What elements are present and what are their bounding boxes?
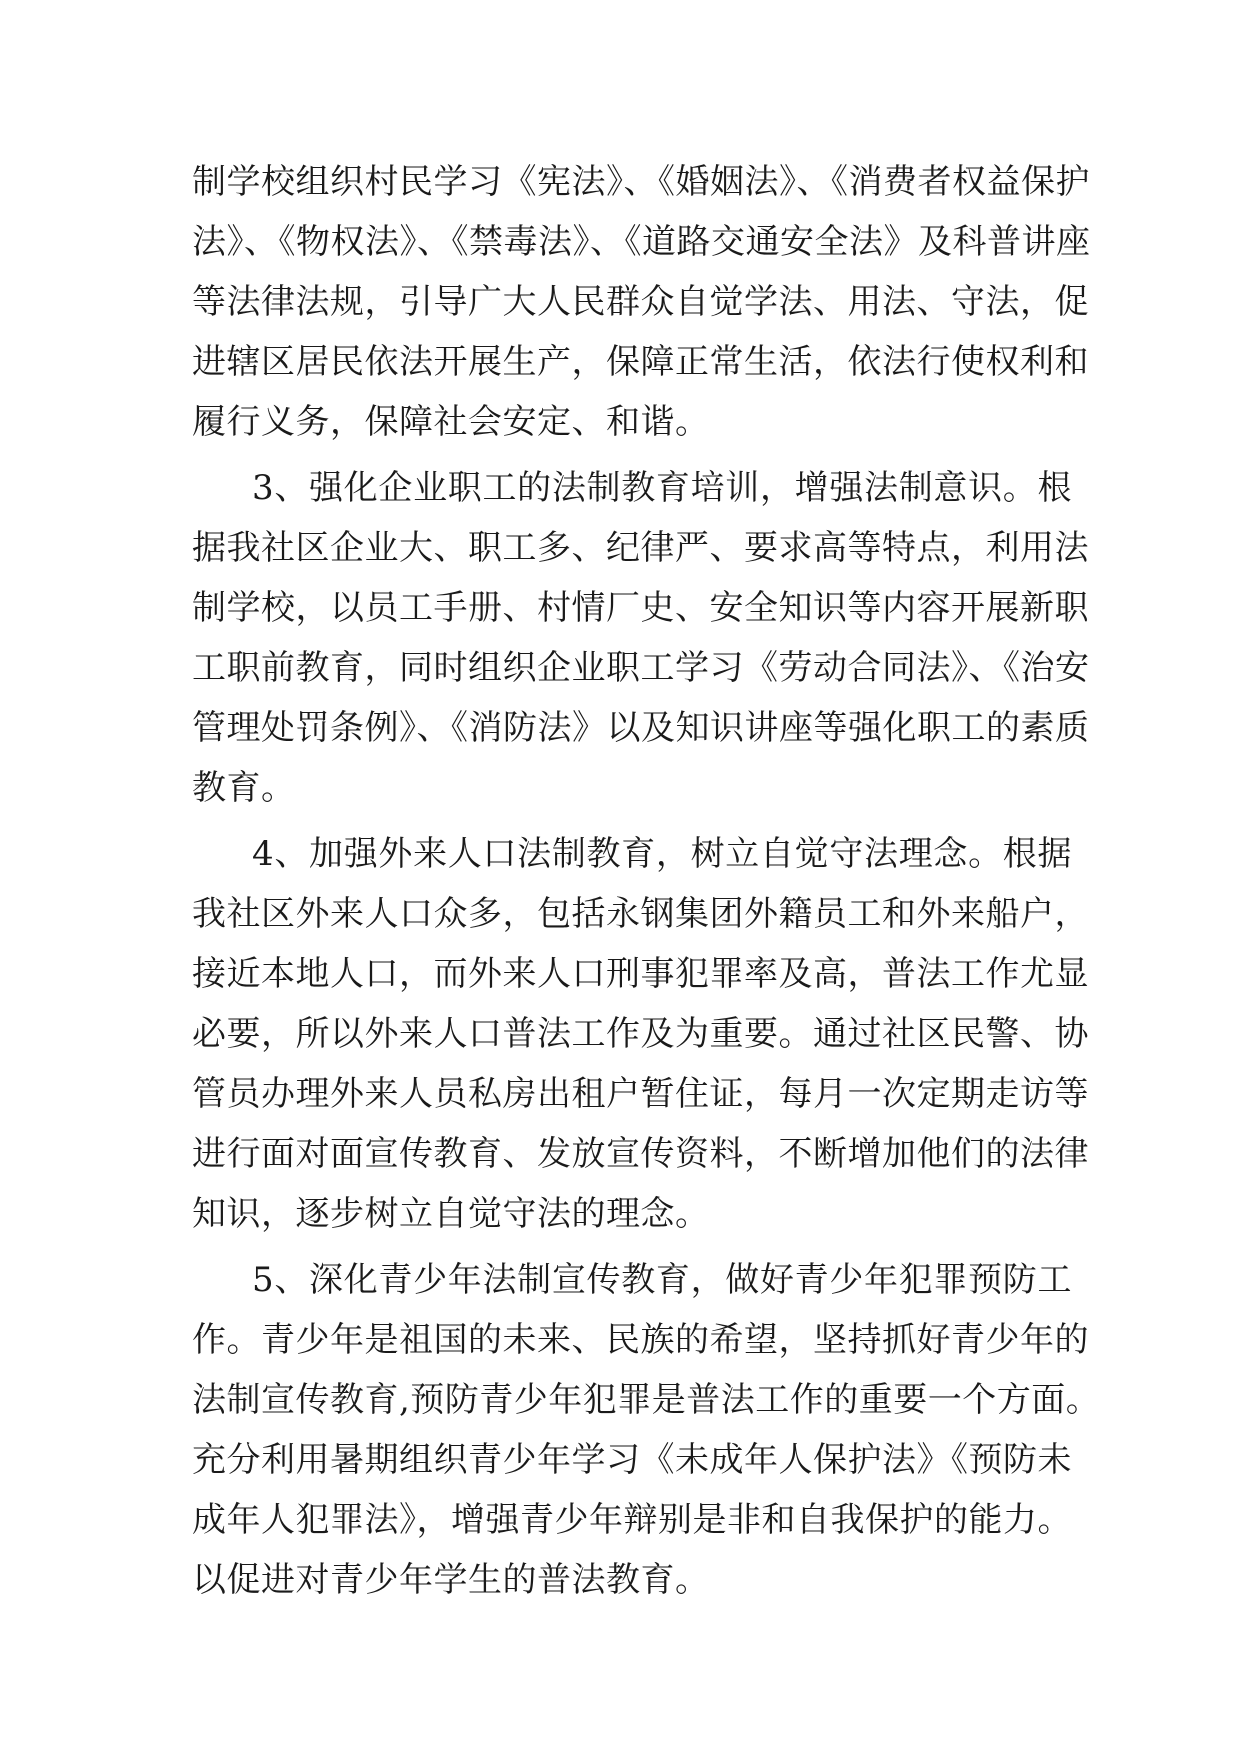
text-line: 制学校组织村民学习《宪法》、《婚姻法》、《消费者权益保护: [192, 162, 1090, 202]
text-line: 法制宣传教育,预防青少年犯罪是普法工作的重要一个方面。: [192, 1380, 1101, 1420]
text-line: 以促进对青少年学生的普法教育。: [192, 1560, 710, 1600]
text-line: 制学校，以员工手册、村情厂史、安全知识等内容开展新职: [192, 588, 1089, 628]
text-line: 等法律法规，引导广大人民群众自觉学法、用法、守法，促: [192, 282, 1089, 322]
text-line: 知识，逐步树立自觉守法的理念。: [192, 1194, 710, 1234]
text-line: 据我社区企业大、职工多、纪律严、要求高等特点，利用法: [192, 528, 1089, 568]
text-line: 作。青少年是祖国的未来、民族的希望，坚持抓好青少年的: [192, 1320, 1089, 1360]
text-line: 我社区外来人口众多，包括永钢集团外籍员工和外来船户，: [192, 894, 1089, 934]
text-line: 管员办理外来人员私房出租户暂住证，每月一次定期走访等: [192, 1074, 1089, 1114]
text-line: 成年人犯罪法》，增强青少年辩别是非和自我保护的能力。: [192, 1500, 1072, 1540]
text-line: 接近本地人口，而外来人口刑事犯罪率及高，普法工作尤显: [192, 954, 1089, 994]
document-body: [192, 152, 1101, 1610]
text-line: 充分利用暑期组织青少年学习《未成年人保护法》《预防未: [192, 1440, 1072, 1480]
text-line: 工职前教育，同时组织企业职工学习《劳动合同法》、《治安: [192, 648, 1090, 688]
text-line: 必要，所以外来人口普法工作及为重要。通过社区民警、协: [192, 1014, 1089, 1054]
text-line: 教育。: [192, 768, 296, 808]
text-line: 5、深化青少年法制宣传教育，做好青少年犯罪预防工: [252, 1260, 1072, 1300]
text-line: 履行义务，保障社会安定、和谐。: [192, 402, 710, 442]
text-line: 进行面对面宣传教育、发放宣传资料，不断增加他们的法律: [192, 1134, 1089, 1174]
text-line: 进辖区居民依法开展生产，保障正常生活，依法行使权利和: [192, 342, 1089, 382]
text-line: 管理处罚条例》、《消防法》以及知识讲座等强化职工的素质: [192, 708, 1090, 748]
text-line: 4、加强外来人口法制教育，树立自觉守法理念。根据: [252, 834, 1072, 874]
text-line: 3、强化企业职工的法制教育培训，增强法制意识。根: [252, 468, 1072, 508]
text-line: 法》、《物权法》、《禁毒法》、《道路交通安全法》及科普讲座: [192, 222, 1091, 262]
